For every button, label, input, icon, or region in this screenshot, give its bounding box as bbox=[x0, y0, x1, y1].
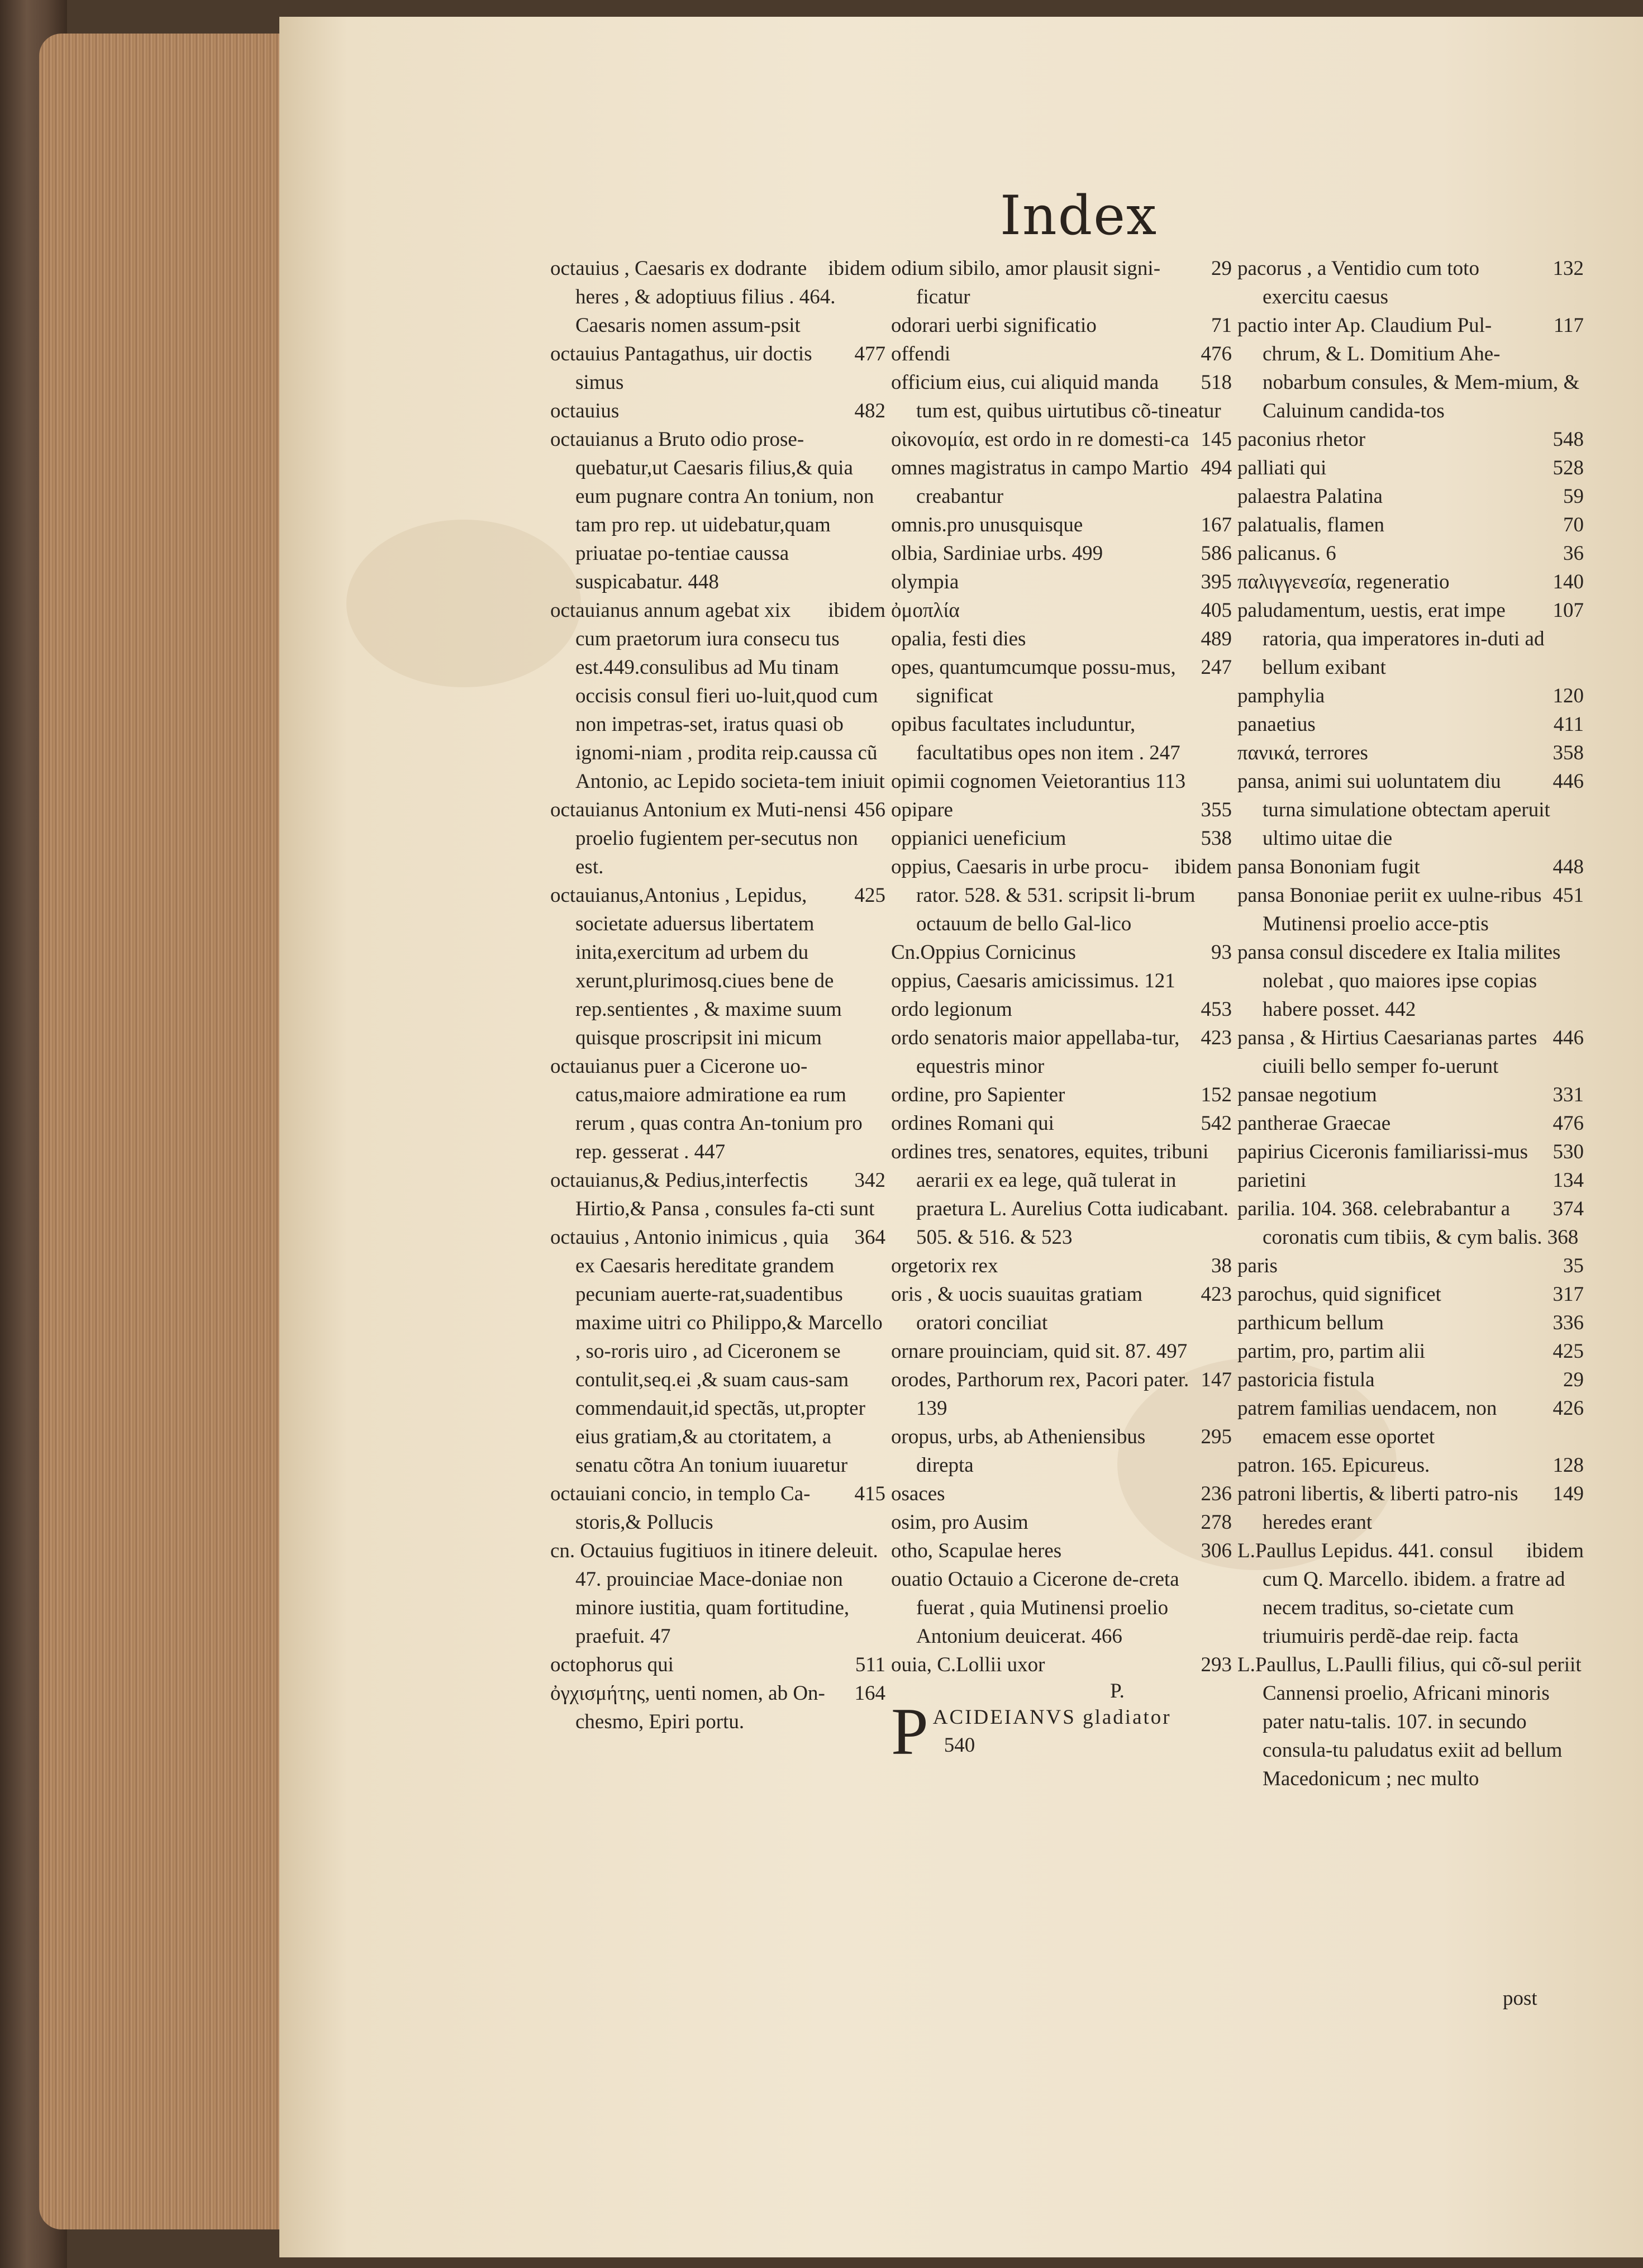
page-reference: 306 bbox=[1201, 1539, 1232, 1562]
index-entry bbox=[891, 539, 1232, 568]
index-entry bbox=[1237, 1651, 1587, 1793]
index-entry bbox=[1237, 596, 1584, 682]
section-letter: P. bbox=[1110, 1680, 1125, 1703]
index-entry bbox=[891, 995, 1232, 1024]
page-reference: 494 bbox=[1201, 457, 1232, 479]
index-entry bbox=[550, 1679, 885, 1736]
index-entry bbox=[1237, 1480, 1584, 1537]
entry-text: octauius Pantagathus, uir doctis simus bbox=[550, 343, 817, 394]
index-entry bbox=[891, 254, 1232, 311]
page-reference: 364 bbox=[854, 1226, 885, 1249]
entry-text: pactio inter Ap. Claudium Pul-chrum, & L. Domitium Ahe-nobarbum consules, & Mem-mium, & Caluinum candida-tos bbox=[1237, 314, 1585, 422]
entry-text: osaces bbox=[891, 1482, 945, 1505]
page-reference: 453 bbox=[1201, 998, 1232, 1021]
page-reference: 152 bbox=[1201, 1083, 1232, 1106]
index-entry bbox=[1237, 1166, 1584, 1195]
index-entry bbox=[891, 967, 1232, 995]
page-reference: 423 bbox=[1201, 1026, 1232, 1049]
index-entry bbox=[550, 1651, 885, 1679]
entry-text: paludamentum, uestis, erat impe ratoria, qua imperatores in-duti ad bellum exibant bbox=[1237, 599, 1550, 679]
index-entry bbox=[1237, 1195, 1584, 1252]
index-entry bbox=[550, 425, 885, 596]
page-reference: 117 bbox=[1553, 314, 1584, 337]
entry-text: pansa consul discedere ex Italia milites nolebat , quo maiores ipse copias habere posset. 442 bbox=[1237, 941, 1566, 1021]
page-reference: 540 bbox=[944, 1734, 975, 1757]
page-reference: 411 bbox=[1553, 713, 1584, 736]
page-reference: 71 bbox=[1211, 314, 1232, 337]
entry-text: officium eius, cui aliquid manda tum est, quibus uirtutibus cõ-tineatur bbox=[891, 371, 1221, 422]
entry-text: pansae negotium bbox=[1237, 1083, 1377, 1106]
page-reference: 586 bbox=[1201, 542, 1232, 565]
index-entry bbox=[891, 1537, 1232, 1565]
entry-text: octauianus Antonium ex Muti-nensi proelio fugientem per-secutus non est. bbox=[550, 798, 864, 878]
index-entry bbox=[891, 1508, 1232, 1537]
index-entry bbox=[1237, 539, 1584, 568]
index-column-1 bbox=[550, 254, 888, 1736]
entry-text: orodes, Parthorum rex, Pacori pater. 139 bbox=[891, 1368, 1194, 1420]
entry-text: οἰκονομία, est ordo in re domesti-ca bbox=[891, 428, 1189, 451]
page-reference: 38 bbox=[1211, 1254, 1232, 1277]
index-entry bbox=[1237, 767, 1584, 853]
index-entry bbox=[1237, 1394, 1584, 1451]
entry-text: Cn.Oppius Cornicinus bbox=[891, 941, 1076, 964]
page-reference: 530 bbox=[1552, 1140, 1584, 1163]
index-entry bbox=[891, 1423, 1232, 1480]
page-reference: 134 bbox=[1552, 1169, 1584, 1192]
index-entry bbox=[891, 824, 1232, 853]
index-entry bbox=[891, 511, 1232, 539]
page-reference: 36 bbox=[1563, 542, 1584, 565]
index-entry bbox=[550, 796, 885, 881]
index-entry bbox=[891, 1252, 1232, 1280]
page-reference: 355 bbox=[1201, 798, 1232, 821]
page-reference: 35 bbox=[1563, 1254, 1584, 1277]
page-reference: 482 bbox=[854, 400, 885, 422]
index-entry bbox=[550, 881, 885, 1052]
page-reference: ibidem bbox=[1526, 1539, 1584, 1562]
page-reference: 295 bbox=[1201, 1425, 1232, 1448]
index-entry bbox=[1237, 1280, 1584, 1309]
entry-text: otho, Scapulae heres bbox=[891, 1539, 1062, 1562]
index-entry bbox=[891, 1651, 1232, 1679]
index-column-2 bbox=[891, 254, 1234, 1768]
page-reference: ibidem bbox=[828, 257, 885, 280]
index-entry bbox=[1237, 1138, 1584, 1166]
entry-text: pastoricia fistula bbox=[1237, 1368, 1375, 1391]
entry-text: octauianus annum agebat xix cum praetorum iura consecu tus est.449.consulibus ad Mu tinam occisis consul fieri uo-luit,quod cum non impetras-set, iratus quasi ob ignomi-niam , prodita reip.caussa cũ Antonio, ac Lepido societa-tem iniuit bbox=[550, 599, 885, 793]
entry-text: opalia, festi dies bbox=[891, 627, 1026, 650]
index-entry bbox=[1237, 1309, 1584, 1337]
page-reference: 423 bbox=[1201, 1283, 1232, 1306]
page-reference: 70 bbox=[1563, 513, 1584, 536]
entry-text: palliati qui bbox=[1237, 457, 1327, 479]
page-reference: 426 bbox=[1552, 1397, 1584, 1420]
index-entry bbox=[1237, 1337, 1584, 1366]
index-entry bbox=[550, 1166, 885, 1223]
entry-text: octauius bbox=[550, 400, 620, 422]
page-title: Index bbox=[1000, 184, 1158, 247]
entry-text: ACIDEIANVS gladiator bbox=[932, 1706, 1171, 1729]
entry-text: parilia. 104. 368. celebrabantur a coronatis cum tibiis, & cym balis. 368 bbox=[1237, 1197, 1579, 1249]
page-reference: 342 bbox=[854, 1169, 885, 1192]
entry-text: offendi bbox=[891, 343, 951, 365]
entry-text: ouatio Octauio a Cicerone de-creta fuerat , quia Mutinensi proelio Antonium deuicerat. 466 bbox=[891, 1568, 1184, 1648]
entry-text: oppius, Caesaris in urbe procu-rator. 528. & 531. scripsit li-brum octauum de bello Gal-lico bbox=[891, 855, 1201, 935]
entry-text: opimii cognomen Veietorantius 113 bbox=[891, 770, 1186, 793]
index-entry bbox=[891, 710, 1232, 767]
page-reference: 425 bbox=[854, 884, 885, 907]
entry-text: ouia, C.Lollii uxor bbox=[891, 1653, 1045, 1676]
page-reference: 336 bbox=[1552, 1311, 1584, 1334]
entry-text: octauiani concio, in templo Ca-storis,& Pollucis bbox=[550, 1482, 811, 1534]
page-reference: 247 bbox=[1201, 656, 1232, 679]
entry-text: oppianici ueneficium bbox=[891, 827, 1066, 850]
entry-text: opibus facultates includuntur, facultatibus opes non item . 247 bbox=[891, 713, 1180, 764]
page-reference: 120 bbox=[1552, 684, 1584, 707]
page-reference: 93 bbox=[1211, 941, 1232, 964]
index-entry bbox=[891, 1366, 1232, 1423]
entry-text: ordines tres, senatores, equites, tribuni aerarii ex ea lege, quã tulerat in praetura L. Aurelius Cotta iudicabant. 505. & 516. & 523 bbox=[891, 1140, 1234, 1249]
index-entry bbox=[891, 1565, 1232, 1651]
entry-text: odium sibilo, amor plausit signi-ficatur bbox=[891, 257, 1161, 308]
page-reference: 548 bbox=[1552, 428, 1584, 451]
entry-text: pansa, animi sui uoluntatem diu turna simulatione obtectam aperuit ultimo uitae die bbox=[1237, 770, 1555, 850]
entry-text: parthicum bellum bbox=[1237, 1311, 1384, 1334]
index-entry bbox=[891, 625, 1232, 653]
index-entry bbox=[550, 1537, 885, 1651]
index-entry bbox=[1237, 938, 1584, 1024]
index-entry bbox=[891, 311, 1232, 340]
entry-text: pansa , & Hirtius Caesarianas partes ciuili bello semper fo-uerunt bbox=[1237, 1026, 1542, 1078]
page-reference: ibidem bbox=[1174, 855, 1232, 878]
page-reference: 448 bbox=[1552, 855, 1584, 878]
index-entry bbox=[550, 340, 885, 397]
entry-text: paris bbox=[1237, 1254, 1278, 1277]
entry-text: pamphylia bbox=[1237, 684, 1325, 707]
entry-text: oropus, urbs, ab Atheniensibus direpta bbox=[891, 1425, 1151, 1477]
entry-text: octauius , Antonio inimicus , quia ex Caesaris hereditate grandem pecuniam auerte-rat,suadentibus maxime uitri co Philippo,& Marcello , so-roris uiro , ad Ciceronem se contulit,seq.ei ,& suam caus-sam commendauit,id spectãs, ut,propter eius gratiam,& au ctoritatem, a senatu cõtra An tonium iuuaretur bbox=[550, 1226, 888, 1477]
index-entry bbox=[1237, 482, 1584, 511]
page-reference: 107 bbox=[1552, 599, 1584, 622]
page-reference: 167 bbox=[1201, 513, 1232, 536]
page-reference: 528 bbox=[1552, 457, 1584, 479]
entry-text: pansa Bononiam fugit bbox=[1237, 855, 1420, 878]
index-entry bbox=[891, 1480, 1232, 1508]
entry-text: octophorus qui bbox=[550, 1653, 674, 1676]
entry-text: octauianus,Antonius , Lepidus, societate aduersus libertatem inita,exercitum ad urbem du xerunt,plurimosq.ciues bene de rep.sentientes , & maxime suum quisque proscripsit ini micum bbox=[550, 884, 847, 1049]
index-entry bbox=[891, 938, 1232, 967]
index-entry bbox=[1237, 1537, 1584, 1651]
page-reference: 451 bbox=[1552, 884, 1584, 907]
page-reference: 538 bbox=[1201, 827, 1232, 850]
page-reference: 477 bbox=[854, 343, 885, 365]
index-entry bbox=[891, 1694, 1232, 1768]
entry-text: omnes magistratus in campo Martio creabantur bbox=[891, 457, 1194, 508]
entry-text: parietini bbox=[1237, 1169, 1307, 1192]
index-entry bbox=[891, 796, 1232, 824]
paper-stain bbox=[346, 520, 581, 687]
page-reference: 489 bbox=[1201, 627, 1232, 650]
entry-text: orgetorix rex bbox=[891, 1254, 998, 1277]
entry-text: patroni libertis, & liberti patro-nis heredes erant bbox=[1237, 1482, 1523, 1534]
index-entry bbox=[550, 254, 885, 340]
index-entry bbox=[891, 1081, 1232, 1109]
page-reference: 395 bbox=[1201, 570, 1232, 593]
entry-text: ὀγχισμήτης, uenti nomen, ab On-chesmo, Epiri portu. bbox=[550, 1682, 825, 1733]
page-reference: 164 bbox=[854, 1682, 885, 1705]
entry-text: pansa Bononiae periit ex uulne-ribus Mutinensi proelio acce-ptis bbox=[1237, 884, 1547, 935]
index-entry bbox=[1237, 311, 1584, 425]
page-reference: 293 bbox=[1201, 1653, 1232, 1676]
index-entry bbox=[1237, 1451, 1584, 1480]
index-entry bbox=[1237, 739, 1584, 767]
page-reference: 128 bbox=[1552, 1454, 1584, 1477]
entry-text: odorari uerbi significatio bbox=[891, 314, 1097, 337]
page-reference: 149 bbox=[1552, 1482, 1584, 1505]
index-entry bbox=[891, 454, 1232, 511]
index-entry bbox=[550, 1480, 885, 1537]
index-entry bbox=[891, 568, 1232, 596]
page-reference: 147 bbox=[1201, 1368, 1232, 1391]
entry-text: palicanus. 6 bbox=[1237, 542, 1336, 565]
entry-text: oppius, Caesaris amicissimus. 121 bbox=[891, 969, 1175, 992]
entry-text: παλιγγενεσία, regeneratio bbox=[1237, 570, 1450, 593]
index-entry bbox=[1237, 710, 1584, 739]
index-entry bbox=[1237, 425, 1584, 454]
entry-text: pacorus , a Ventidio cum toto exercitu caesus bbox=[1237, 257, 1485, 308]
index-entry bbox=[891, 1109, 1232, 1138]
index-entry bbox=[1237, 881, 1584, 938]
entry-text: cn. Octauius fugitiuos in itinere deleuit. 47. prouinciae Mace-doniae non minore iustitia, quam fortitudine, praefuit. 47 bbox=[550, 1539, 883, 1648]
index-entry bbox=[1237, 853, 1584, 881]
index-entry bbox=[1237, 682, 1584, 710]
entry-text: opes, quantumcumque possu-mus, significat bbox=[891, 656, 1181, 707]
index-entry bbox=[1237, 1081, 1584, 1109]
index-entry bbox=[891, 425, 1232, 454]
page-reference: 542 bbox=[1201, 1112, 1232, 1135]
entry-text: panaetius bbox=[1237, 713, 1316, 736]
page-reference: 405 bbox=[1201, 599, 1232, 622]
page-reference: 518 bbox=[1201, 371, 1232, 394]
page-reference: 425 bbox=[1552, 1340, 1584, 1363]
entry-text: olympia bbox=[891, 570, 959, 593]
index-entry bbox=[891, 340, 1232, 368]
entry-text: paconius rhetor bbox=[1237, 428, 1366, 451]
index-entry bbox=[1237, 1024, 1584, 1081]
index-entry bbox=[891, 653, 1232, 710]
page-reference: 59 bbox=[1563, 485, 1584, 508]
entry-text: ordo legionum bbox=[891, 998, 1012, 1021]
entry-text: olbia, Sardiniae urbs. 499 bbox=[891, 542, 1103, 565]
page-reference: 476 bbox=[1201, 343, 1232, 365]
entry-text: patron. 165. Epicureus. bbox=[1237, 1454, 1430, 1477]
entry-text: πανικά, terrores bbox=[1237, 741, 1368, 764]
index-entry bbox=[1237, 454, 1584, 482]
page-reference: 236 bbox=[1201, 1482, 1232, 1505]
index-entry bbox=[891, 1280, 1232, 1337]
index-entry bbox=[1237, 511, 1584, 539]
page-reference: 446 bbox=[1552, 1026, 1584, 1049]
entry-text: L.Paullus, L.Paulli filius, qui cõ-sul periit Cannensi proelio, Africani minoris pater natu-talis. 107. in secundo consula-tu paludatus exiit ad bellum Macedonicum ; nec multo bbox=[1237, 1653, 1587, 1790]
entry-text: opipare bbox=[891, 798, 953, 821]
index-column-3 bbox=[1237, 254, 1587, 1793]
index-entry bbox=[891, 1337, 1232, 1366]
index-entry bbox=[891, 767, 1232, 796]
entry-text: palatualis, flamen bbox=[1237, 513, 1385, 536]
entry-text: ornare prouinciam, quid sit. 87. 497 bbox=[891, 1340, 1188, 1363]
entry-text: ὀμοπλία bbox=[891, 599, 960, 622]
entry-text: octauianus puer a Cicerone uo-catus,maiore admiratione ea rum rerum , quas contra An-tonium pro rep. gesserat . 447 bbox=[550, 1055, 868, 1163]
page-reference: 476 bbox=[1552, 1112, 1584, 1135]
entry-text: parochus, quid significet bbox=[1237, 1283, 1441, 1306]
index-entry bbox=[1237, 1252, 1584, 1280]
entry-text: pantherae Graecae bbox=[1237, 1112, 1391, 1135]
entry-text: octauianus,& Pedius,interfectis Hirtio,& Pansa , consules fa-cti sunt bbox=[550, 1169, 875, 1220]
index-entry bbox=[891, 596, 1232, 625]
index-entry bbox=[550, 397, 885, 425]
page-reference: 29 bbox=[1211, 257, 1232, 280]
page-reference: 331 bbox=[1552, 1083, 1584, 1106]
page-reference: 317 bbox=[1552, 1283, 1584, 1306]
page-reference: 374 bbox=[1552, 1197, 1584, 1220]
page-reference: 511 bbox=[855, 1653, 885, 1676]
entry-text: partim, pro, partim alii bbox=[1237, 1340, 1425, 1363]
entry-text: palaestra Palatina bbox=[1237, 485, 1383, 508]
index-entry bbox=[550, 596, 885, 796]
page-reference: 145 bbox=[1201, 428, 1232, 451]
page-reference: ibidem bbox=[828, 599, 885, 622]
page-edges bbox=[39, 34, 296, 2229]
index-entry bbox=[891, 1024, 1232, 1081]
index-entry bbox=[891, 368, 1232, 425]
page-reference: 278 bbox=[1201, 1511, 1232, 1534]
entry-text: osim, pro Ausim bbox=[891, 1511, 1028, 1534]
entry-text: octauianus a Bruto odio prose-quebatur,ut Caesaris filius,& quia eum pugnare contra An tonium, non tam pro rep. ut uidebatur,quam priuatae po-tentiae caussa suspicabatur. 448 bbox=[550, 428, 879, 593]
page-reference: 132 bbox=[1552, 257, 1584, 280]
entry-text: papirius Ciceronis familiarissi-mus bbox=[1237, 1140, 1528, 1163]
catchword: post bbox=[1503, 1987, 1537, 2010]
entry-text: L.Paullus Lepidus. 441. consul cum Q. Marcello. ibidem. a fratre ad necem traditus, so-cietate cum triumuiris perdẽ-dae reip. facta bbox=[1237, 1539, 1570, 1648]
page-reference: 456 bbox=[854, 798, 885, 821]
entry-text: oris , & uocis suauitas gratiam oratori conciliat bbox=[891, 1283, 1148, 1334]
page-reference: 140 bbox=[1552, 570, 1584, 593]
entry-text: octauius , Caesaris ex dodrante heres , & adoptiuus filius . 464. Caesaris nomen assum-psit bbox=[550, 257, 841, 337]
entry-text: omnis.pro unusquisque bbox=[891, 513, 1083, 536]
drop-cap: P bbox=[891, 1694, 928, 1768]
page-reference: 29 bbox=[1563, 1368, 1584, 1391]
entry-text: ordines Romani qui bbox=[891, 1112, 1054, 1135]
index-entry bbox=[1237, 254, 1584, 311]
page-reference: 415 bbox=[854, 1482, 885, 1505]
entry-text: patrem familias uendacem, non emacem esse oportet bbox=[1237, 1397, 1502, 1448]
index-entry bbox=[891, 853, 1232, 938]
page-reference: 358 bbox=[1552, 741, 1584, 764]
index-entry bbox=[1237, 568, 1584, 596]
entry-text: ordine, pro Sapienter bbox=[891, 1083, 1065, 1106]
index-entry bbox=[550, 1052, 885, 1166]
index-entry bbox=[1237, 1366, 1584, 1394]
entry-text: ordo senatoris maior appellaba-tur, equestris minor bbox=[891, 1026, 1185, 1078]
index-entry bbox=[550, 1223, 888, 1480]
index-entry bbox=[1237, 1109, 1584, 1138]
page-reference: 446 bbox=[1552, 770, 1584, 793]
index-entry bbox=[891, 1138, 1232, 1252]
